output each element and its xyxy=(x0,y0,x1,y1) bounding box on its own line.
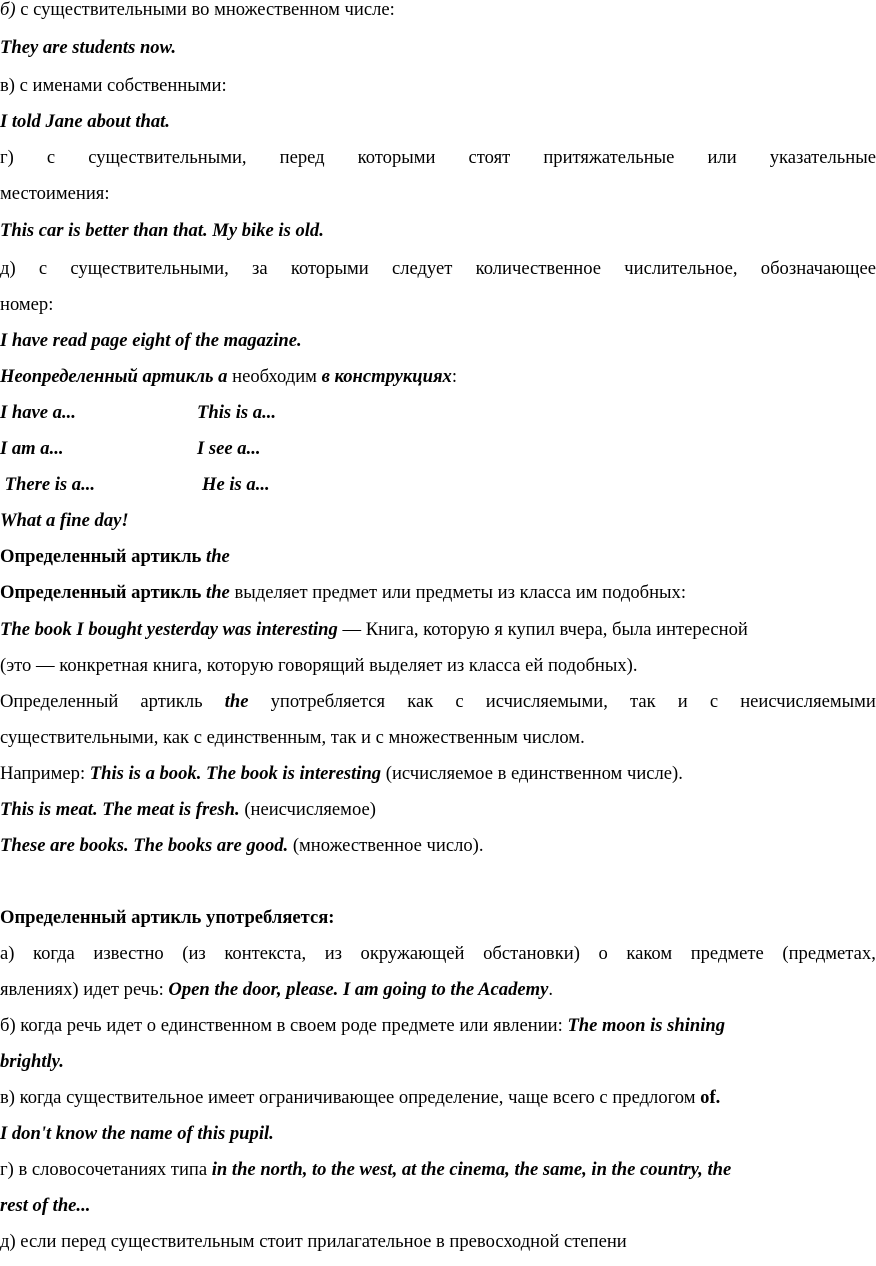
example-meat: This is meat. The meat is fresh. (неисчисляемое) xyxy=(0,799,376,820)
word: и xyxy=(677,691,688,712)
word: следует xyxy=(391,258,453,279)
word: о xyxy=(598,943,608,964)
construction: There is a... xyxy=(0,474,96,495)
word: известно xyxy=(93,943,164,964)
construction: I have a... xyxy=(0,402,76,423)
line-pronouns: местоимения: xyxy=(0,183,110,204)
example-rest-of-the: rest of the... xyxy=(0,1195,91,1216)
example-brightly: brightly. xyxy=(0,1051,64,1072)
word: так xyxy=(629,691,656,712)
word: или xyxy=(707,147,737,168)
line-countable-uncountable xyxy=(0,689,876,715)
example-this-is-a-book: Например: This is a book. The book is interesting (исчисляемое в единственном числе). xyxy=(0,763,683,784)
line-definite-article-rule: Определенный артикль the выделяет предмет или предметы из класса им подобных: xyxy=(0,582,686,603)
word: как xyxy=(407,691,434,712)
word: с xyxy=(46,147,56,168)
word: за xyxy=(252,258,268,279)
line-explanation: (это — конкретная книга, которую говорящий выделяет из класса ей подобных). xyxy=(0,655,638,676)
line-plural-nouns xyxy=(0,0,816,23)
example-fine-day: What a fine day! xyxy=(0,510,129,531)
word: из xyxy=(324,943,342,964)
word: (из xyxy=(182,943,206,964)
construction: This is a... xyxy=(197,402,277,423)
item-marker: б) xyxy=(0,0,16,20)
line-proper-names: в) с именами собственными: xyxy=(0,75,227,96)
word: с xyxy=(38,258,48,279)
construction: I am a... xyxy=(0,438,64,459)
construction: He is a... xyxy=(202,474,270,495)
line-superlative: д) если перед существительным стоит прилагательное в превосходной степени xyxy=(0,1231,627,1252)
word: предмете xyxy=(690,943,764,964)
word: артикль xyxy=(140,691,203,712)
word: г) xyxy=(0,147,14,168)
example-they-are-students: They are students now. xyxy=(0,37,176,58)
line-number-forms: существительными, как с единственным, так и с множественным числом. xyxy=(0,727,585,748)
example-told-jane: I told Jane about that. xyxy=(0,111,170,132)
example-book-bought: The book I bought yesterday was interesting — Книга, которую я купил вчера, была интересной xyxy=(0,619,748,640)
example-open-door: явлениях) идет речь: Open the door, please. I am going to the Academy. xyxy=(0,979,554,1000)
line-word-combinations: г) в словосочетаниях типа in the north, to the west, at the cinema, the same, in the country, the xyxy=(0,1159,732,1180)
word: с xyxy=(709,691,719,712)
example-this-car: This car is better than that. My bike is old. xyxy=(0,220,324,241)
heading-definite-article: Определенный артикль the xyxy=(0,546,230,567)
construction-row-3 xyxy=(0,472,816,498)
word: существительными, xyxy=(70,258,229,279)
word: числительное, xyxy=(624,258,738,279)
line-context xyxy=(0,941,876,967)
word: обозначающее xyxy=(760,258,876,279)
word: употребляется xyxy=(270,691,386,712)
construction-row-2 xyxy=(0,436,816,462)
word: исчисляемыми, xyxy=(485,691,608,712)
example-books: These are books. The books are good. (множественное число). xyxy=(0,835,484,856)
word: притяжательные xyxy=(543,147,675,168)
line-numerals xyxy=(0,256,876,282)
word: которыми xyxy=(357,147,436,168)
word: с xyxy=(455,691,464,712)
word: а) xyxy=(0,943,15,964)
example-name-of-pupil: I don't know the name of this pupil. xyxy=(0,1123,274,1144)
word: неисчисляемыми xyxy=(740,691,876,712)
heading-usage: Определенный артикль употребляется: xyxy=(0,907,335,928)
word: стоят xyxy=(468,147,511,168)
line-limiting-definition: в) когда существительное имеет ограничивающее определение, чаще всего с предлогом of. xyxy=(0,1087,721,1108)
line-unique-object: б) когда речь идет о единственном в своем роде предмете или явлении: The moon is shining xyxy=(0,1015,726,1036)
word: (предметах, xyxy=(782,943,876,964)
word: каком xyxy=(626,943,673,964)
line-number: номер: xyxy=(0,294,54,315)
construction: I see a... xyxy=(197,438,261,459)
word: Определенный xyxy=(0,691,119,712)
word: существительными, xyxy=(88,147,247,168)
word: обстановки) xyxy=(483,943,580,964)
word: перед xyxy=(279,147,325,168)
heading-indefinite-article: Неопределенный артикль a необходим в конструкциях: xyxy=(0,366,458,387)
line-text: с существительными во множественном числе: xyxy=(15,0,395,20)
word: д) xyxy=(0,258,16,279)
construction-row-1 xyxy=(0,400,816,426)
word: когда xyxy=(33,943,75,964)
word: контекста, xyxy=(224,943,307,964)
word: окружающей xyxy=(360,943,465,964)
example-read-page: I have read page eight of the magazine. xyxy=(0,330,302,351)
word: которыми xyxy=(290,258,369,279)
line-possessive-pronouns xyxy=(0,145,876,171)
word: количественное xyxy=(475,258,602,279)
word: the xyxy=(224,691,249,712)
word: указательные xyxy=(769,147,876,168)
